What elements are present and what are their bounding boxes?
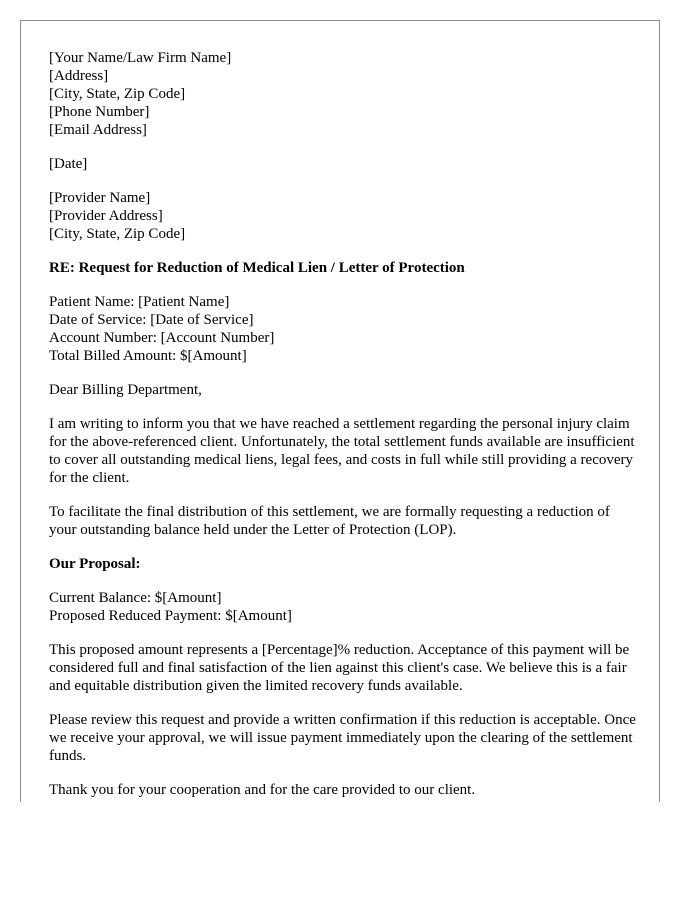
recipient-city-state-zip: [City, State, Zip Code] xyxy=(49,226,186,242)
salutation: Dear Billing Department, xyxy=(49,382,202,398)
proposal-heading: Our Proposal: xyxy=(49,556,141,572)
sender-address: [Address] xyxy=(49,68,109,84)
recipient-name: [Provider Name] xyxy=(49,190,151,206)
total-billed-amount: Total Billed Amount: $[Amount] xyxy=(49,348,247,364)
sender-phone: [Phone Number] xyxy=(49,104,150,120)
patient-name: Patient Name: [Patient Name] xyxy=(49,294,230,310)
letter-content xyxy=(49,49,639,802)
letter-page xyxy=(20,20,660,802)
thanks-paragraph: Thank you for your cooperation and for the care provided to our client. xyxy=(49,782,476,798)
current-balance: Current Balance: $[Amount] xyxy=(49,590,222,606)
date-block xyxy=(49,155,639,173)
sender-email: [Email Address] xyxy=(49,122,147,138)
terms-paragraph: This proposed amount represents a [Percentage]% reduction. Acceptance of this payment will be considered full and final satisfaction of the lien against this client's case. We believe this is a fair and equitable distribution given the limited recovery funds available. xyxy=(49,642,630,694)
request-paragraph: To facilitate the final distribution of this settlement, we are formally requesting a reduction of your outstanding balance held under the Letter of Protection (LOP). xyxy=(49,504,610,538)
letter-date: [Date] xyxy=(49,156,88,172)
sender-name: [Your Name/Law Firm Name] xyxy=(49,50,232,66)
proposed-payment: Proposed Reduced Payment: $[Amount] xyxy=(49,608,292,624)
review-paragraph: Please review this request and provide a written confirmation if this reduction is acceptable. Once we receive your approval, we will issue payment immediately upon the clearing of the settlement funds. xyxy=(49,712,636,764)
sender-block xyxy=(49,49,639,139)
recipient-address: [Provider Address] xyxy=(49,208,163,224)
proposal-block xyxy=(49,589,639,625)
account-number: Account Number: [Account Number] xyxy=(49,330,275,346)
sender-city-state-zip: [City, State, Zip Code] xyxy=(49,86,186,102)
intro-paragraph: I am writing to inform you that we have reached a settlement regarding the personal injury claim for the above-referenced client. Unfortunately, the total settlement funds available are insufficient to cover all outstanding medical liens, legal fees, and costs in full while still providing a recovery for the client. xyxy=(49,416,635,486)
subject-line: RE: Request for Reduction of Medical Lien / Letter of Protection xyxy=(49,260,465,276)
recipient-block xyxy=(49,189,639,243)
patient-info-block xyxy=(49,293,639,365)
date-of-service: Date of Service: [Date of Service] xyxy=(49,312,254,328)
